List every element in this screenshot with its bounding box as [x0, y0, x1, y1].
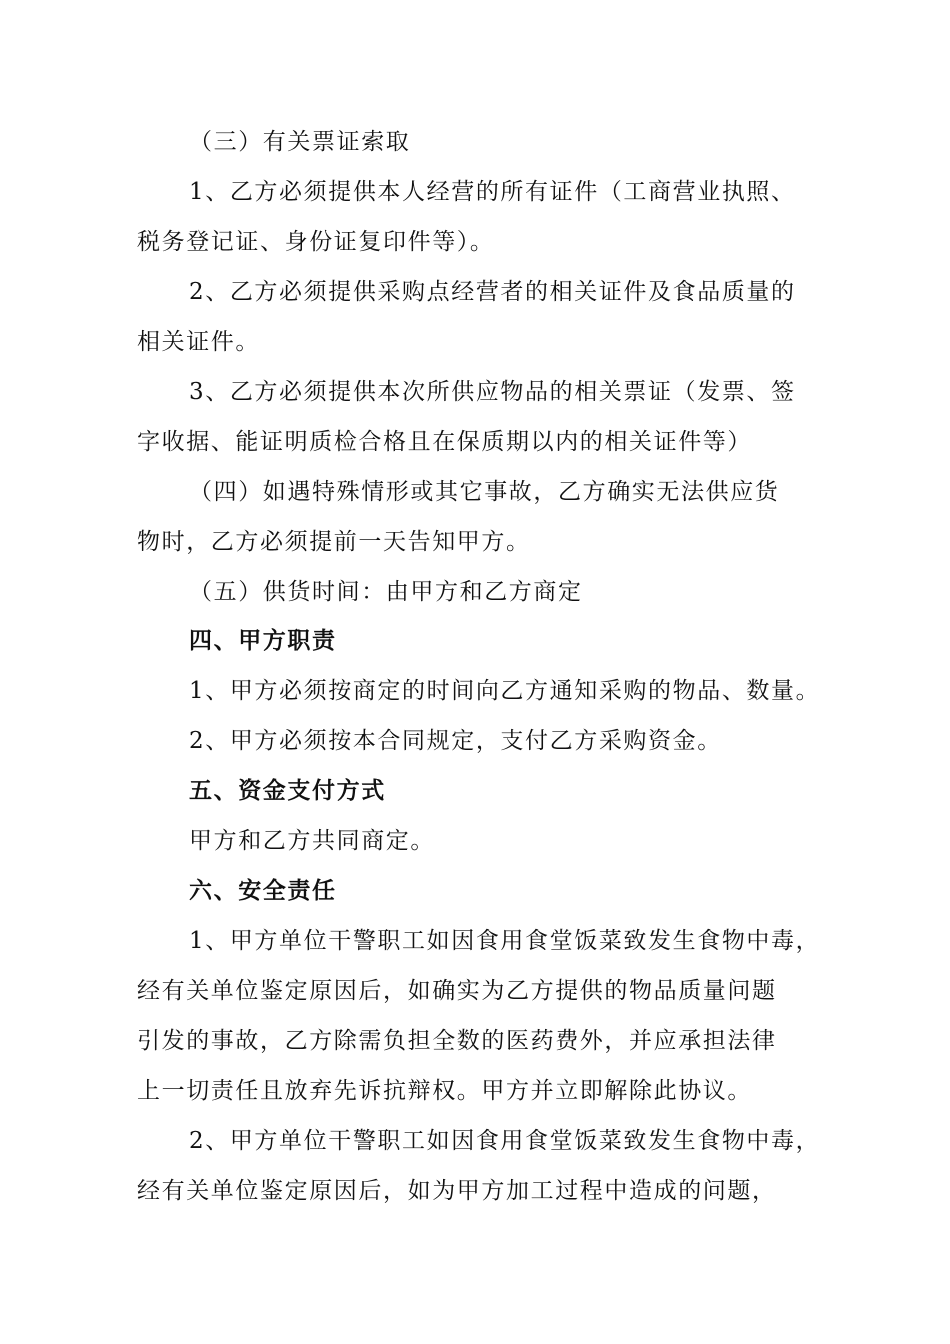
section-heading-4: 四、甲方职责 [189, 627, 337, 654]
paragraph-line: 甲方和乙方共同商定。 [189, 828, 435, 854]
paragraph-line: 1、乙方必须提供本人经营的所有证件（工商营业执照、 [189, 179, 796, 205]
paragraph-line: 物时，乙方必须提前一天告知甲方。 [137, 529, 531, 555]
section-3-3-title: （三）有关票证索取 [189, 129, 411, 155]
section-heading-5: 五、资金支付方式 [189, 777, 386, 804]
paragraph-line: 2、甲方必须按本合同规定，支付乙方采购资金。 [189, 728, 722, 754]
paragraph-line: 1、甲方必须按商定的时间向乙方通知采购的物品、数量。 [189, 678, 821, 704]
paragraph-line: 税务登记证、身份证复印件等）。 [137, 229, 495, 255]
paragraph-line: 2、甲方单位干警职工如因食用食堂饭菜致发生食物中毒， [189, 1128, 821, 1154]
paragraph-line: 3、乙方必须提供本次所供应物品的相关票证（发票、签 [189, 379, 796, 405]
section-heading-6: 六、安全责任 [189, 877, 337, 904]
paragraph-line: 2、乙方必须提供采购点经营者的相关证件及食品质量的 [189, 279, 796, 305]
paragraph-line: 上一切责任且放弃先诉抗辩权。甲方并立即解除此协议。 [137, 1078, 752, 1104]
paragraph-line: （四）如遇特殊情形或其它事故，乙方确实无法供应货 [189, 479, 780, 505]
paragraph-line: 经有关单位鉴定原因后，如确实为乙方提供的物品质量问题 [137, 978, 777, 1004]
paragraph-line: 1、甲方单位干警职工如因食用食堂饭菜致发生食物中毒， [189, 928, 821, 954]
paragraph-line: 经有关单位鉴定原因后，如为甲方加工过程中造成的问题， [137, 1178, 777, 1204]
paragraph-line: 字收据、能证明质检合格且在保质期以内的相关证件等） [137, 429, 752, 455]
paragraph-line: 引发的事故，乙方除需负担全数的医药费外，并应承担法律 [137, 1028, 777, 1054]
paragraph-line: （五）供货时间：由甲方和乙方商定 [189, 579, 583, 605]
paragraph-line: 相关证件。 [137, 329, 260, 355]
